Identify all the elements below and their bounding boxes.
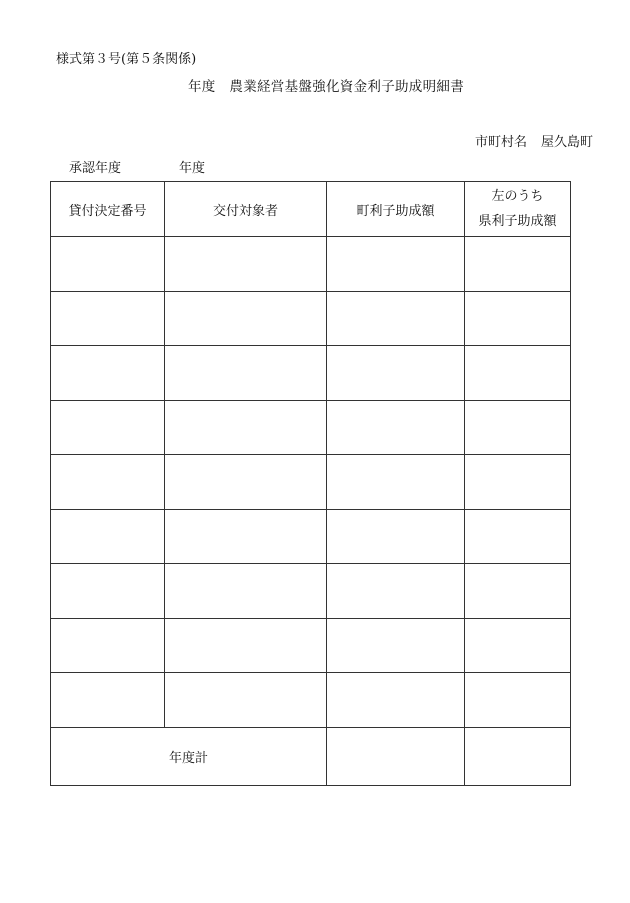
header-loan-number: 貸付決定番号 — [51, 182, 165, 237]
loan-number-cell[interactable] — [51, 564, 165, 619]
recipient-cell[interactable] — [165, 564, 327, 619]
document-title: 年度 農業経営基盤強化資金利子助成明細書 — [188, 79, 464, 95]
prefecture-subsidy-cell[interactable] — [465, 237, 571, 292]
loan-number-cell[interactable] — [51, 400, 165, 455]
header-prefecture-subsidy — [465, 182, 571, 237]
loan-number-cell[interactable] — [51, 291, 165, 346]
recipient-cell[interactable] — [165, 346, 327, 401]
municipality-name: 屋久島町 — [541, 135, 594, 150]
table-row — [51, 564, 571, 619]
town-subsidy-cell[interactable] — [327, 455, 465, 510]
form-number: 様式第３号(第５条関係) — [56, 52, 197, 67]
municipality — [475, 136, 593, 149]
loan-number-cell[interactable] — [51, 509, 165, 564]
prefecture-subsidy-cell[interactable] — [465, 509, 571, 564]
approval-year-suffix: 年度 — [179, 161, 206, 176]
town-subsidy-cell[interactable] — [327, 509, 465, 564]
table-row — [51, 291, 571, 346]
prefecture-subsidy-cell[interactable] — [465, 673, 571, 728]
subsidy-table — [50, 181, 571, 786]
total-prefecture-subsidy-cell[interactable] — [465, 727, 571, 785]
town-subsidy-cell[interactable] — [327, 346, 465, 401]
prefecture-subsidy-cell[interactable] — [465, 564, 571, 619]
table-row — [51, 346, 571, 401]
recipient-cell[interactable] — [165, 291, 327, 346]
town-subsidy-cell[interactable] — [327, 673, 465, 728]
header-town-subsidy: 町利子助成額 — [327, 182, 465, 237]
recipient-cell[interactable] — [165, 618, 327, 673]
recipient-cell[interactable] — [165, 455, 327, 510]
recipient-cell[interactable] — [165, 673, 327, 728]
prefecture-subsidy-cell[interactable] — [465, 346, 571, 401]
prefecture-subsidy-cell[interactable] — [465, 291, 571, 346]
table-row — [51, 400, 571, 455]
prefecture-subsidy-cell[interactable] — [465, 400, 571, 455]
recipient-cell[interactable] — [165, 509, 327, 564]
prefecture-subsidy-cell[interactable] — [465, 455, 571, 510]
table-row — [51, 618, 571, 673]
header-recipient: 交付対象者 — [165, 182, 327, 237]
total-town-subsidy-cell[interactable] — [327, 727, 465, 785]
town-subsidy-cell[interactable] — [327, 291, 465, 346]
header-prefecture-subsidy-label: 県利子助成額 — [478, 214, 557, 229]
table-body — [51, 237, 571, 728]
municipality-label: 市町村名 — [475, 135, 528, 150]
town-subsidy-cell[interactable] — [327, 237, 465, 292]
table-header-row — [51, 182, 571, 237]
table-row — [51, 455, 571, 510]
prefecture-subsidy-cell[interactable] — [465, 618, 571, 673]
town-subsidy-cell[interactable] — [327, 400, 465, 455]
loan-number-cell[interactable] — [51, 346, 165, 401]
total-label: 年度計 — [51, 727, 327, 785]
recipient-cell[interactable] — [165, 237, 327, 292]
loan-number-cell[interactable] — [51, 455, 165, 510]
table-row — [51, 509, 571, 564]
town-subsidy-cell[interactable] — [327, 564, 465, 619]
loan-number-cell[interactable] — [51, 237, 165, 292]
loan-number-cell[interactable] — [51, 618, 165, 673]
table-row — [51, 237, 571, 292]
loan-number-cell[interactable] — [51, 673, 165, 728]
header-of-which: 左のうち — [491, 189, 544, 204]
approval-year-label: 承認年度 — [69, 161, 122, 176]
recipient-cell[interactable] — [165, 400, 327, 455]
town-subsidy-cell[interactable] — [327, 618, 465, 673]
table-row — [51, 673, 571, 728]
table-total-row — [51, 727, 571, 785]
